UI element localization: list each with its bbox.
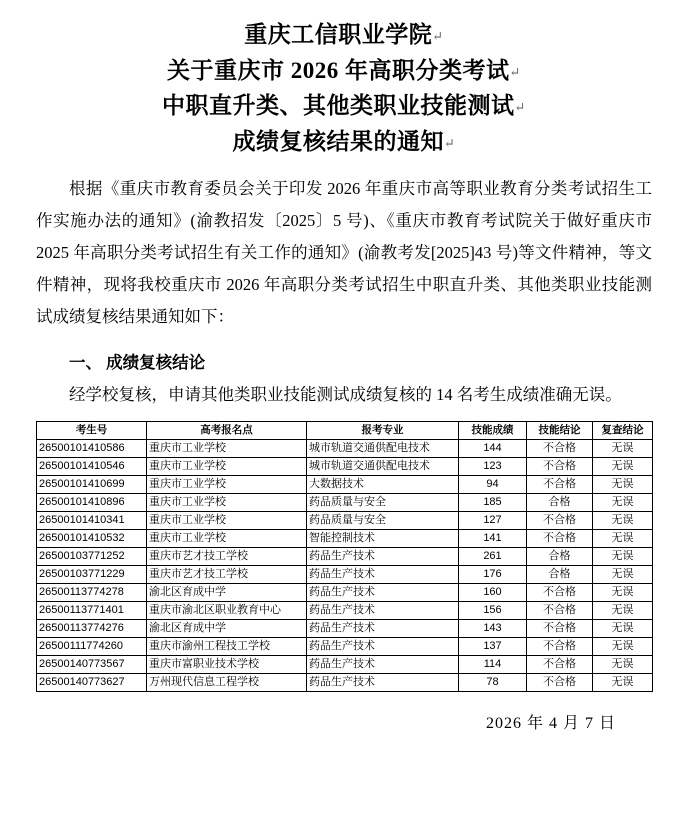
- cell-candidate-id: 26500101410341: [37, 511, 147, 529]
- cell-skill-result: 合格: [527, 547, 593, 565]
- table-row: [37, 493, 653, 511]
- cell-exam-site: 重庆市工业学校: [147, 457, 307, 475]
- cell-candidate-id: 26500111774260: [37, 637, 147, 655]
- table-row: [37, 547, 653, 565]
- cell-major: 药品生产技术: [307, 565, 459, 583]
- cell-review-result: 无误: [593, 565, 653, 583]
- cell-major: 药品质量与安全: [307, 493, 459, 511]
- cell-skill-score: 156: [459, 601, 527, 619]
- title-line-4: 成绩复核结果的通知↵: [232, 129, 456, 155]
- cell-candidate-id: 26500113771401: [37, 601, 147, 619]
- cell-skill-result: 不合格: [527, 637, 593, 655]
- paragraph-mark: ↵: [509, 64, 521, 80]
- cell-skill-score: 141: [459, 529, 527, 547]
- cell-review-result: 无误: [593, 583, 653, 601]
- grades-table-wrapper: [36, 421, 652, 692]
- table-row: [37, 529, 653, 547]
- table-row: [37, 619, 653, 637]
- document-body: [36, 173, 652, 411]
- column-header-major: 报考专业: [307, 421, 459, 439]
- cell-review-result: 无误: [593, 457, 653, 475]
- cell-candidate-id: 26500103771252: [37, 547, 147, 565]
- cell-candidate-id: 26500113774278: [37, 583, 147, 601]
- cell-skill-score: 143: [459, 619, 527, 637]
- cell-skill-result: 合格: [527, 565, 593, 583]
- title-line-3: 中职直升类、其他类职业技能测试↵: [162, 93, 526, 119]
- column-header-candidate-id: 考生号: [37, 421, 147, 439]
- section-heading-conclusion: 一、 成绩复核结论: [69, 352, 206, 372]
- cell-skill-result: 不合格: [527, 529, 593, 547]
- paragraph-mark: ↵: [444, 135, 456, 151]
- cell-major: 药品生产技术: [307, 655, 459, 673]
- cell-exam-site: 重庆市工业学校: [147, 511, 307, 529]
- table-row: [37, 565, 653, 583]
- column-header-skill-result: 技能结论: [527, 421, 593, 439]
- title-line-2: 关于重庆市 2026 年高职分类考试↵: [167, 57, 521, 83]
- cell-candidate-id: 26500101410896: [37, 493, 147, 511]
- cell-major: 药品生产技术: [307, 637, 459, 655]
- cell-skill-result: 不合格: [527, 619, 593, 637]
- cell-skill-score: 123: [459, 457, 527, 475]
- column-header-skill-score: 技能成绩: [459, 421, 527, 439]
- cell-review-result: 无误: [593, 673, 653, 691]
- cell-major: 药品生产技术: [307, 601, 459, 619]
- cell-major: 药品生产技术: [307, 619, 459, 637]
- paragraph-mark: ↵: [514, 100, 526, 116]
- paragraph-conclusion: 经学校复核，申请其他类职业技能测试成绩复核的 14 名考生成绩准确无误。: [69, 384, 622, 404]
- cell-exam-site: 重庆市工业学校: [147, 475, 307, 493]
- cell-major: 药品生产技术: [307, 673, 459, 691]
- cell-skill-result: 不合格: [527, 439, 593, 457]
- cell-candidate-id: 26500101410699: [37, 475, 147, 493]
- title-line-1: 重庆工信职业学院↵: [244, 22, 444, 47]
- cell-major: 药品生产技术: [307, 583, 459, 601]
- cell-candidate-id: 26500101410586: [37, 439, 147, 457]
- column-header-review-result: 复查结论: [593, 421, 653, 439]
- cell-candidate-id: 26500101410532: [37, 529, 147, 547]
- cell-exam-site: 重庆市工业学校: [147, 439, 307, 457]
- cell-exam-site: 重庆市工业学校: [147, 529, 307, 547]
- table-row: [37, 655, 653, 673]
- paragraph-intro: 根据《重庆市教育委员会关于印发 2026 年重庆市高等职业教育分类考试招生工作实施办法的通知》(渝教招发〔2025〕5 号)、《重庆市教育考试院关于做好重庆市 2025 年高职分类考试招生有关工作的通知》(渝教考发[2025]43 号)等文件精神，等文件精神，现将我校重庆市 2026 年高职分类考试招生中职直升类、其他类职业技能测试成绩复核结果通知如下：: [36, 178, 652, 326]
- paragraph-mark: ↵: [432, 28, 444, 44]
- table-row: [37, 583, 653, 601]
- table-row: [37, 637, 653, 655]
- cell-skill-result: 不合格: [527, 511, 593, 529]
- table-row: [37, 439, 653, 457]
- cell-review-result: 无误: [593, 475, 653, 493]
- cell-major: 大数据技术: [307, 475, 459, 493]
- cell-review-result: 无误: [593, 637, 653, 655]
- column-header-exam-site: 高考报名点: [147, 421, 307, 439]
- cell-exam-site: 万州现代信息工程学校: [147, 673, 307, 691]
- cell-exam-site: 渝北区育成中学: [147, 583, 307, 601]
- cell-major: 药品质量与安全: [307, 511, 459, 529]
- cell-review-result: 无误: [593, 655, 653, 673]
- cell-review-result: 无误: [593, 601, 653, 619]
- table-row: [37, 457, 653, 475]
- cell-skill-score: 160: [459, 583, 527, 601]
- cell-candidate-id: 26500113774276: [37, 619, 147, 637]
- cell-skill-result: 合格: [527, 493, 593, 511]
- cell-review-result: 无误: [593, 619, 653, 637]
- cell-skill-score: 185: [459, 493, 527, 511]
- cell-skill-score: 127: [459, 511, 527, 529]
- table-row: [37, 475, 653, 493]
- cell-skill-score: 261: [459, 547, 527, 565]
- cell-skill-score: 144: [459, 439, 527, 457]
- document-date: 2026 年 4 月 7 日: [485, 714, 616, 732]
- cell-exam-site: 重庆市艺才技工学校: [147, 565, 307, 583]
- cell-exam-site: 重庆市富职业技术学校: [147, 655, 307, 673]
- cell-skill-result: 不合格: [527, 475, 593, 493]
- cell-exam-site: 重庆市工业学校: [147, 493, 307, 511]
- table-row: [37, 601, 653, 619]
- cell-skill-score: 176: [459, 565, 527, 583]
- cell-exam-site: 重庆市艺才技工学校: [147, 547, 307, 565]
- document-title-block: [36, 18, 652, 161]
- cell-major: 城市轨道交通供配电技术: [307, 457, 459, 475]
- cell-skill-result: 不合格: [527, 457, 593, 475]
- cell-skill-result: 不合格: [527, 673, 593, 691]
- cell-skill-score: 94: [459, 475, 527, 493]
- cell-exam-site: 渝北区育成中学: [147, 619, 307, 637]
- cell-skill-result: 不合格: [527, 583, 593, 601]
- cell-skill-result: 不合格: [527, 655, 593, 673]
- cell-review-result: 无误: [593, 547, 653, 565]
- cell-exam-site: 重庆市渝州工程技工学校: [147, 637, 307, 655]
- cell-major: 药品生产技术: [307, 547, 459, 565]
- cell-skill-score: 78: [459, 673, 527, 691]
- cell-exam-site: 重庆市渝北区职业教育中心: [147, 601, 307, 619]
- cell-candidate-id: 26500140773627: [37, 673, 147, 691]
- table-header-row: [37, 421, 653, 439]
- cell-skill-result: 不合格: [527, 601, 593, 619]
- cell-major: 智能控制技术: [307, 529, 459, 547]
- table-row: [37, 511, 653, 529]
- cell-candidate-id: 26500103771229: [37, 565, 147, 583]
- cell-candidate-id: 26500140773567: [37, 655, 147, 673]
- cell-skill-score: 114: [459, 655, 527, 673]
- cell-major: 城市轨道交通供配电技术: [307, 439, 459, 457]
- cell-review-result: 无误: [593, 529, 653, 547]
- table-row: [37, 673, 653, 691]
- grades-table: [36, 421, 653, 692]
- cell-review-result: 无误: [593, 493, 653, 511]
- cell-candidate-id: 26500101410546: [37, 457, 147, 475]
- cell-review-result: 无误: [593, 439, 653, 457]
- cell-review-result: 无误: [593, 511, 653, 529]
- cell-skill-score: 137: [459, 637, 527, 655]
